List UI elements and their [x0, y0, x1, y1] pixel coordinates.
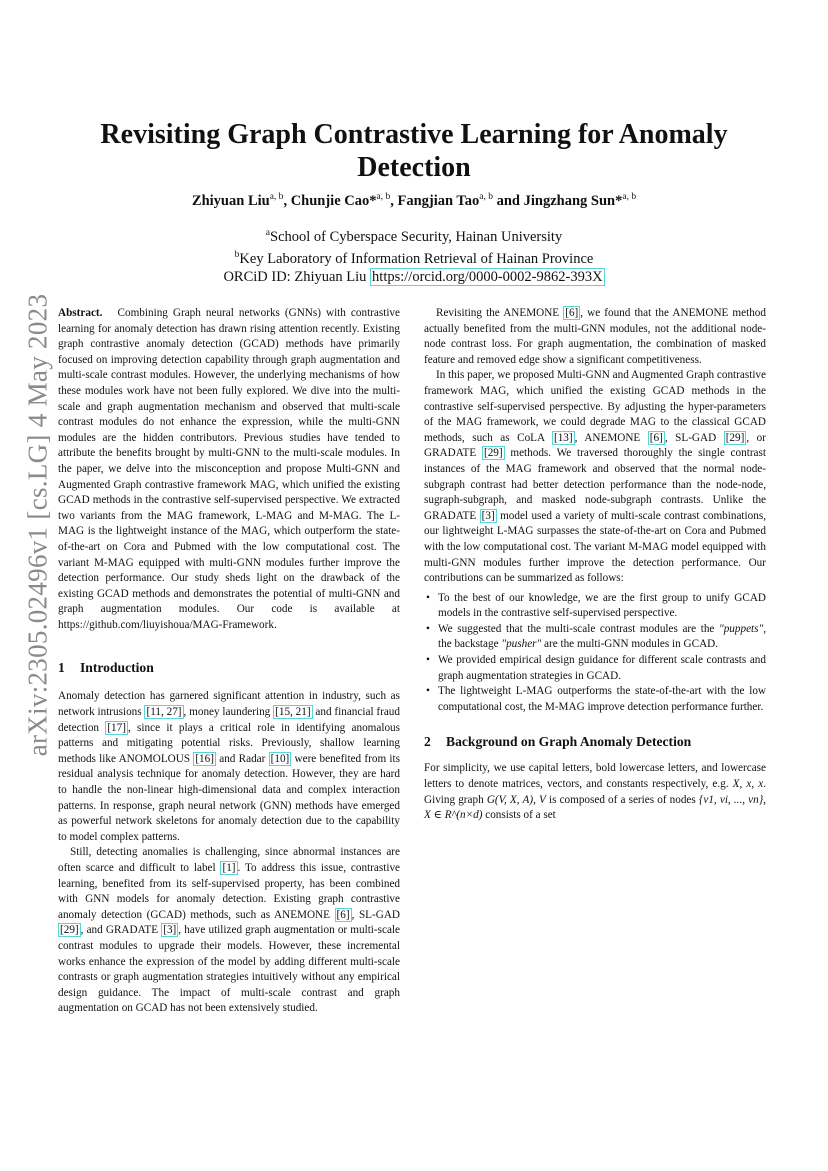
math-inline: G(V, X, A): [486, 793, 534, 806]
citation-link[interactable]: [6]: [565, 307, 579, 319]
affiliation-marker: b: [234, 249, 240, 260]
affiliation-line: [80, 224, 748, 246]
author-list: [80, 192, 748, 210]
citation-link[interactable]: [3]: [163, 924, 177, 937]
citation-link[interactable]: [16]: [195, 752, 214, 765]
affiliation-text: School of Cyberspace Security, Hainan University: [270, 228, 563, 245]
citation-link[interactable]: [6]: [649, 431, 663, 444]
list-item: • To the best of our knowledge, we are the first group to unify GCAD models in the contrastive self-supervised perspective.: [424, 591, 766, 622]
section-title: Background on Graph Anomaly Detection: [446, 734, 692, 750]
intro-paragraph-2: Still, detecting anomalies is challenging, since abnormal instances are often scarce and difficult to label [1] . To address this issue, contrastive learning, benefited from its self-supervised property, has been combined with GNN models for anomaly detection. Existing graph contrastive anomaly detection (GCAD) methods, such as ANEMONE [6] , SL-GAD [29] , and GRADATE [3] , have utilized graph augmentation or multi-scale contrast modules to upgrade their models. However, these incremental works enhance the expression of the model by adding different multi-scale contrasts or graph augmentation strategies intuitively without any empirical design guidance. The impact of multi-scale contrast and graph augmentation on GCAD has not been extensively studied.: [58, 846, 401, 1015]
arxiv-sidebar: [14, 200, 62, 850]
affiliation-marker: a: [265, 228, 270, 238]
citation-link[interactable]: [11, 27]: [146, 706, 182, 719]
author-name: Chunjie Cao*: [290, 192, 377, 209]
orcid-label: ORCiD ID: Zhiyuan Liu: [223, 268, 371, 285]
citation-link[interactable]: [17]: [107, 721, 126, 734]
orcid-line: [80, 268, 748, 286]
author-separator: ,: [283, 192, 291, 209]
orcid-link[interactable]: https://orcid.org/0000-0002-9862-393X: [372, 268, 603, 285]
affiliations: [80, 224, 748, 286]
author-affil-sup: a, b: [376, 192, 391, 202]
right-column: [424, 306, 766, 824]
math-inline: V: [539, 793, 546, 806]
contributions-list: [424, 591, 766, 716]
list-item: • The lightweight L-MAG outperforms the state-of-the-art with the low computational cost, the M-MAG improve detection performance further.: [424, 684, 766, 715]
author-affil-sup: a, b: [269, 192, 284, 202]
intro-paragraph-3: Revisiting the ANEMONE [6] , we found that the ANEMONE method actually benefited from the multi-GNN modules, not the additional node-node contrast loss. For graph augmentation, the combination of masked feature and removed edge show a significant competitiveness.: [424, 307, 766, 366]
abstract-label: Abstract.: [58, 307, 103, 319]
affiliation-line: [80, 246, 748, 268]
arxiv-identifier: arXiv:2305.02496v1 [cs.LG] 4 May 2023: [22, 293, 53, 757]
math-inline: {v1, vi, ..., vn}: [698, 793, 764, 806]
citation-link[interactable]: [29]: [725, 431, 745, 444]
author-separator: ,: [390, 192, 398, 209]
author-name: Jingzhang Sun*: [523, 192, 623, 209]
citation-link[interactable]: [10]: [270, 752, 290, 765]
paper-title: Revisiting Graph Contrastive Learning for Anomaly Detection: [100, 119, 728, 183]
section-heading-background: [424, 733, 766, 751]
math-inline: X, x, x: [732, 778, 764, 791]
list-item: • We provided empirical design guidance for different scale contrasts and graph augmentation strategies in GCAD.: [424, 653, 766, 684]
list-item: • We suggested that the multi-scale contrast modules are the "puppets", the backstage "pusher" are the multi-GNN modules in GCAD.: [424, 622, 766, 653]
author-separator: and: [492, 192, 524, 209]
section-heading-introduction: [58, 659, 400, 677]
citation-link[interactable]: [6]: [336, 908, 350, 921]
citation-link[interactable]: [15, 21]: [275, 706, 311, 719]
citation-link[interactable]: [3]: [481, 509, 495, 522]
section-title: Introduction: [80, 660, 154, 676]
author-name: Fangjian Tao: [397, 192, 480, 209]
abstract: [58, 306, 400, 633]
citation-link[interactable]: [29]: [483, 447, 503, 460]
math-inline: X ∈ R^(n×d): [424, 809, 483, 822]
abstract-text: Combining Graph neural networks (GNNs) with contrastive learning for anomaly detection has drawn rising attention recently. Existing graph contrastive anomaly detection (GCAD) methods have primarily focused on improving detection capability through graph augmentation and multi-scale contrast modules. However, the underlying mechanisms of how these modules work have not been fully explored. We dive into the multi-scale and graph augmentation mechanism and observed that multi-scale contrast modules do not enhance the expression, while the multi-GNN modules are the hidden contributors. Previous studies have tended to attribute the benefits brought by multi-GNN to the multi-scale modules. In the paper, we delve into the misconception and propose Multi-GNN and Augmented Graph contrastive framework MAG, which unified the existing GCAD methods in the contrastive self-supervised perspective. We extracted two variants from the MAG framework, L-MAG and M-MAG. The L-MAG is the lightweight instance of the MAG, which outperform the state-of-the-art on Cora and Pubmed with the low computational cost. The variant M-MAG equipped with multi-GNN modules further improve the detection performance. Our study sheds light on the drawback of the existing GCAD methods and demonstrates the potential of multi-GNN and graph augmentation modules. Our code is available at https://github.com/liuyishoua/MAG-Framework.: [58, 307, 400, 631]
author-name: Zhiyuan Liu: [191, 192, 270, 209]
author-affil-sup: a, b: [622, 192, 637, 202]
author-affil-sup: a, b: [479, 192, 493, 202]
section-number: 2: [424, 734, 431, 750]
background-paragraph-1: For simplicity, we use capital letters, bold lowercase letters, and lowercase letters to denote matrices, vectors, and constants respectively, e.g. X, x, x. Giving graph G(V, X, A), V is composed of a series of nodes {v1, vi, ..., vn}, X ∈ R^(n×d) consists of a set: [424, 762, 767, 822]
section-number: 1: [58, 660, 65, 676]
affiliation-text: Key Laboratory of Information Retrieval of Hainan Province: [239, 250, 594, 267]
left-column: [58, 306, 400, 1017]
citation-link[interactable]: [1]: [222, 862, 236, 874]
intro-paragraph-1: Anomaly detection has garnered significant attention in industry, such as network intrusions [11, 27] , money laundering [15, 21] and financial fraud detection [17] , since it plays a critical role in identifying anomalous patterns and mitigating potential risks. Previously, shallow learning methods like ANOMOLOUS [16] and Radar [10] were benefited from its residual analysis technique for anomaly detection. However, they are hard to handle the non-linear high-dimensional data and complex interaction patterns. In response, graph neural network (GNN) methods have emerged as powerful network skeletons for anomaly detection due to the capability to model complex patterns.: [58, 690, 400, 843]
intro-paragraph-4: In this paper, we proposed Multi-GNN and Augmented Graph contrastive framework MAG, which unified the existing GCAD methods in the contrastive self-supervised perspective. By adjusting the hyper-parameters of the MAG framework, we could degrade MAG to the classical GCAD methods, such as CoLA [13] , ANEMONE [6] , SL-GAD [29] , or GRADATE [29] methods. We traversed thoroughly the single contrast instances of the MAG framework and observed that the normal node-subgraph contrast had better detection performance than the node-node, sugraph-subgraph, and masked node-subgraph contrasts. Unlike the GRADATE [3] model used a variety of multi-scale contrast combinations, our lightweight L-MAG surpasses the state-of-the-art on Cora and Pubmed with the low computational cost. The variant M-MAG model equipped with multi-GNN modules further improve the detection performance. Our contributions can be summarized as follows:: [424, 369, 766, 585]
citation-link[interactable]: [13]: [553, 431, 573, 444]
citation-link[interactable]: [29]: [60, 924, 79, 937]
